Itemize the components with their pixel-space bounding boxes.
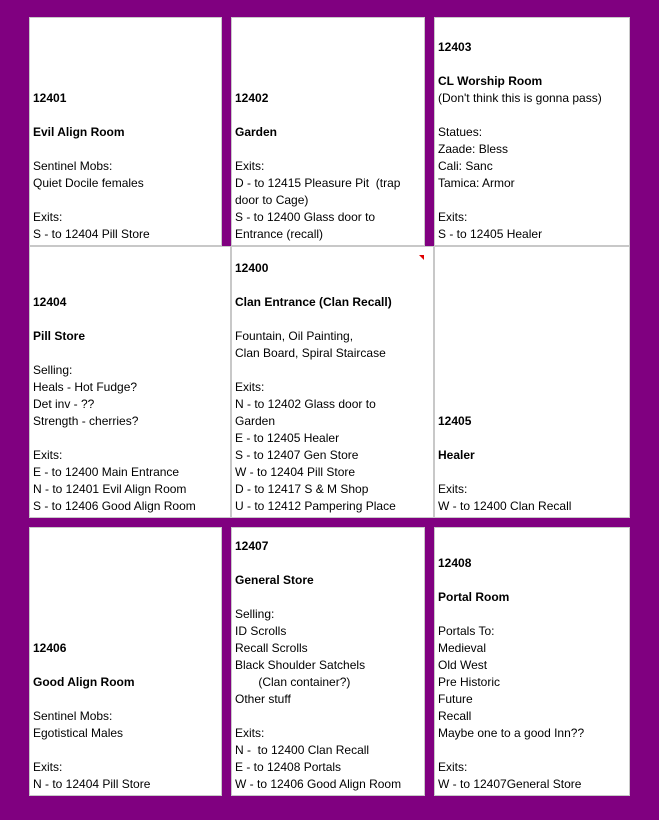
room-cell-12405: [434, 246, 630, 518]
room-text-line: Entrance (recall): [235, 227, 324, 241]
room-text-line: S - to 12400 Glass door to: [235, 210, 376, 224]
room-text-line: Medieval: [438, 641, 487, 655]
room-text-line: Recall: [438, 709, 472, 723]
room-text-line: Garden: [235, 414, 276, 428]
room-text-line: Exits:: [438, 482, 468, 496]
room-text-line: [235, 362, 430, 379]
room-title: Garden: [235, 125, 278, 139]
room-text-line: [33, 691, 218, 708]
room-number: 12407: [235, 539, 269, 553]
room-text-line: [235, 107, 421, 124]
room-text-line: E - to 12405 Healer: [235, 431, 340, 445]
room-text-line: Exits:: [438, 210, 468, 224]
room-text-line: N - to 12401 Evil Align Room: [33, 482, 187, 496]
room-number: 12403: [438, 40, 472, 54]
room-number: 12408: [438, 556, 472, 570]
room-text-line: [33, 141, 218, 158]
room-text-line: [438, 430, 626, 447]
room-text-line: [33, 192, 218, 209]
room-text-line: N - to 12400 Clan Recall: [235, 743, 370, 757]
room-text-line: (Don't think this is gonna pass): [438, 91, 602, 105]
room-text-line: S - to 12406 Good Align Room: [33, 499, 196, 513]
room-text-line: E - to 12400 Main Entrance: [33, 465, 180, 479]
room-text-line: Egotistical Males: [33, 726, 124, 740]
room-text-line: W - to 12404 Pill Store: [235, 465, 356, 479]
room-text-line: [438, 742, 626, 759]
room-text-line: Strength - cherries?: [33, 414, 139, 428]
room-text-line: D - to 12415 Pleasure Pit (trap: [235, 176, 401, 190]
room-text-line: N - to 12402 Glass door to: [235, 397, 376, 411]
room-text-line: door to Cage): [235, 193, 309, 207]
room-number: 12405: [438, 414, 472, 428]
room-text-line: Zaade: Bless: [438, 142, 509, 156]
room-number: 12406: [33, 641, 67, 655]
room-title: CL Worship Room: [438, 74, 543, 88]
room-text-line: Black Shoulder Satchels: [235, 658, 366, 672]
room-number: 12404: [33, 295, 67, 309]
room-text-line: E - to 12408 Portals: [235, 760, 342, 774]
room-text-line: Selling:: [235, 607, 275, 621]
room-cell-12408: [434, 527, 630, 796]
room-text-line: D - to 12417 S & M Shop: [235, 482, 369, 496]
room-text-line: [438, 572, 626, 589]
room-title: Pill Store: [33, 329, 86, 343]
room-text-line: W - to 12406 Good Align Room: [235, 777, 402, 791]
room-text-line: Sentinel Mobs:: [33, 709, 113, 723]
room-text-line: S - to 12404 Pill Store: [33, 227, 150, 241]
room-text-line: S - to 12407 Gen Store: [235, 448, 359, 462]
room-text-line: Pre Historic: [438, 675, 501, 689]
room-text-line: Recall Scrolls: [235, 641, 308, 655]
room-text-line: W - to 12407General Store: [438, 777, 582, 791]
room-title: Good Align Room: [33, 675, 135, 689]
room-number: 12401: [33, 91, 67, 105]
room-cell-12403: [434, 17, 630, 246]
room-text-line: Exits:: [33, 760, 63, 774]
room-text-line: S - to 12405 Healer: [438, 227, 543, 241]
room-text-line: U - to 12412 Pampering Place: [235, 499, 396, 513]
room-text-line: Old West: [438, 658, 488, 672]
room-text-line: [438, 107, 626, 124]
room-text-line: Quiet Docile females: [33, 176, 144, 190]
room-text-line: Heals - Hot Fudge?: [33, 380, 138, 394]
room-text-line: Maybe one to a good Inn??: [438, 726, 585, 740]
comment-marker-icon: [419, 255, 424, 260]
room-title: General Store: [235, 573, 314, 587]
room-number: 12400: [235, 261, 269, 275]
room-text-line: [235, 589, 421, 606]
room-text-line: Fountain, Oil Painting,: [235, 329, 354, 343]
room-text-line: Other stuff: [235, 692, 291, 706]
room-text-line: [235, 277, 430, 294]
room-text-line: Exits:: [235, 159, 265, 173]
room-text-line: N - to 12404 Pill Store: [33, 777, 151, 791]
room-title: Portal Room: [438, 590, 510, 604]
room-text-line: [235, 708, 421, 725]
room-text-line: [33, 657, 218, 674]
room-text-line: Exits:: [235, 380, 265, 394]
room-text-line: [33, 742, 218, 759]
room-number: 12402: [235, 91, 269, 105]
room-text-line: Exits:: [438, 760, 468, 774]
room-text-line: [438, 192, 626, 209]
room-text-line: W - to 12400 Clan Recall: [438, 499, 572, 513]
room-text-line: Exits:: [33, 448, 63, 462]
room-title: Evil Align Room: [33, 125, 125, 139]
room-title: Clan Entrance (Clan Recall): [235, 295, 392, 309]
room-text-line: [438, 464, 626, 481]
room-text-line: [235, 311, 430, 328]
room-text-line: Sentinel Mobs:: [33, 159, 113, 173]
room-text-line: Tamica: Armor: [438, 176, 515, 190]
room-cell-12407: [231, 527, 425, 796]
room-text-line: [33, 430, 227, 447]
room-text-line: Cali: Sanc: [438, 159, 493, 173]
room-text-line: (Clan container?): [235, 675, 351, 689]
room-cell-12402: [231, 17, 425, 246]
room-text-line: [33, 107, 218, 124]
room-text-line: Statues:: [438, 125, 483, 139]
room-cell-12400: [231, 246, 434, 518]
room-text-line: [438, 56, 626, 73]
room-text-line: Exits:: [235, 726, 265, 740]
room-text-line: Clan Board, Spiral Staircase: [235, 346, 386, 360]
room-cell-12404: [29, 246, 231, 518]
room-title: Healer: [438, 448, 475, 462]
room-cell-12406: [29, 527, 222, 796]
room-text-line: Selling:: [33, 363, 73, 377]
room-text-line: Future: [438, 692, 473, 706]
room-text-line: ID Scrolls: [235, 624, 287, 638]
room-text-line: [235, 555, 421, 572]
room-text-line: Exits:: [33, 210, 63, 224]
room-text-line: [33, 311, 227, 328]
room-text-line: [438, 606, 626, 623]
room-cell-12401: [29, 17, 222, 246]
room-text-line: Det inv - ??: [33, 397, 95, 411]
room-text-line: Portals To:: [438, 624, 495, 638]
room-text-line: [33, 345, 227, 362]
room-text-line: [235, 141, 421, 158]
